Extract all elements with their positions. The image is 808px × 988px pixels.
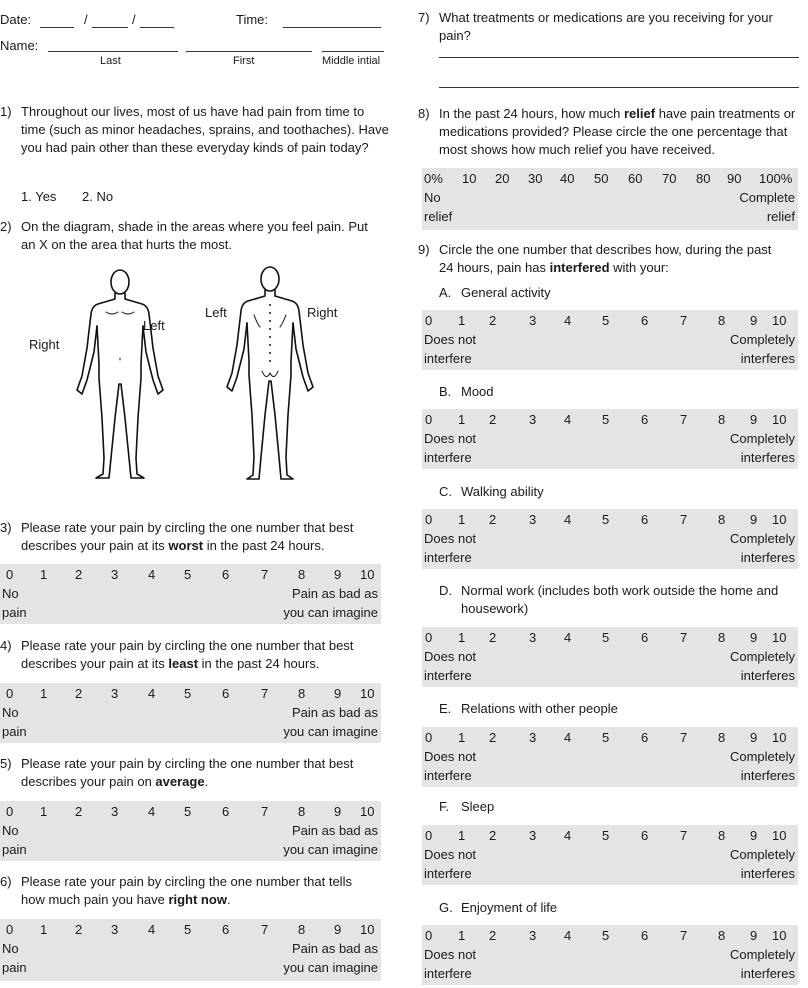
q9-item-b-scale (422, 409, 798, 469)
q7-answer-line-1[interactable] (439, 57, 799, 58)
q9-item-c-option-1[interactable]: 1 (458, 512, 466, 527)
q5-right-label-top: Pain as bad as (291, 823, 378, 838)
q9-item-d-right-label-top: Completely (729, 649, 795, 664)
q9-item-e-option-8[interactable]: 8 (718, 730, 726, 745)
q6-text: Please rate your pain by circling the one number that tells how much pain you have right now. (21, 874, 352, 907)
q8-right-label-bottom: relief (766, 209, 795, 224)
q5-option-6[interactable]: 6 (222, 804, 230, 819)
q6-left-label-top: No (2, 941, 19, 956)
q5-number: 5) (0, 756, 12, 771)
q9-item-b-option-7[interactable]: 7 (680, 412, 688, 427)
date-separator: / (84, 12, 88, 27)
q5-option-8[interactable]: 8 (298, 804, 306, 819)
q9-item-d-option-8[interactable]: 8 (718, 630, 726, 645)
q6-option-6[interactable]: 6 (222, 922, 230, 937)
front-left-label: Left (143, 318, 165, 333)
q9-item-a-label: General activity (461, 285, 551, 300)
date-year-field[interactable] (140, 27, 174, 28)
q9-item-g-option-6[interactable]: 6 (641, 928, 649, 943)
q4-right-label-top: Pain as bad as (291, 705, 378, 720)
q9-item-d-option-1[interactable]: 1 (458, 630, 466, 645)
q8-option-5[interactable]: 50 (594, 171, 609, 186)
q5-option-3[interactable]: 3 (111, 804, 119, 819)
q9-item-c-option-10[interactable]: 10 (772, 512, 787, 527)
q9-item-e-option-0[interactable]: 0 (425, 730, 433, 745)
q9-item-c-option-7[interactable]: 7 (680, 512, 688, 527)
q9-item-e-label: Relations with other people (461, 701, 618, 716)
q8-option-2[interactable]: 20 (495, 171, 510, 186)
q6-option-8[interactable]: 8 (298, 922, 306, 937)
back-right-label: Right (307, 305, 338, 320)
q2-number: 2) (0, 219, 12, 234)
q7-answer-line-2[interactable] (439, 87, 799, 88)
q8-left-label-top: No (424, 190, 441, 205)
q9-item-c-option-0[interactable]: 0 (425, 512, 433, 527)
q9-item-b-option-1[interactable]: 1 (458, 412, 466, 427)
q6-option-0[interactable]: 0 (6, 922, 14, 937)
q6-right-label-top: Pain as bad as (291, 941, 378, 956)
q9-item-e-option-1[interactable]: 1 (458, 730, 466, 745)
q9-item-b-right-label-bottom: interferes (740, 450, 795, 465)
first-name-field[interactable] (186, 51, 312, 52)
q6-option-1[interactable]: 1 (40, 922, 48, 937)
q9-item-a-option-9[interactable]: 9 (750, 313, 758, 328)
q9-item-b-left-label-bottom: interfere (424, 450, 472, 465)
q9-item-e-left-label-top: Does not (424, 749, 477, 764)
q1-option-yes[interactable]: 1. Yes (21, 189, 57, 204)
q2-text: On the diagram, shade in the areas where you feel pain. Put an X on the area that hurts the most. (21, 219, 368, 252)
q4-pain-scale (0, 683, 381, 743)
q9-item-d-letter: D. (439, 583, 452, 598)
q6-option-10[interactable]: 10 (360, 922, 375, 937)
q9-item-a-option-1[interactable]: 1 (458, 313, 466, 328)
name-label: Name: (0, 38, 39, 53)
q3-left-label-bottom: pain (2, 605, 27, 620)
q9-item-g-option-5[interactable]: 5 (602, 928, 610, 943)
q5-option-4[interactable]: 4 (148, 804, 156, 819)
q9-item-e-option-2[interactable]: 2 (489, 730, 497, 745)
q6-option-7[interactable]: 7 (261, 922, 269, 937)
q9-item-f-option-8[interactable]: 8 (718, 828, 726, 843)
q4-option-7[interactable]: 7 (261, 686, 269, 701)
q9-item-e-right-label-top: Completely (729, 749, 795, 764)
q9-item-c-option-3[interactable]: 3 (529, 512, 537, 527)
q9-item-f-option-6[interactable]: 6 (641, 828, 649, 843)
q9-item-e-option-10[interactable]: 10 (772, 730, 787, 745)
q3-text: Please rate your pain by circling the one number that best describes your pain at its worst in the past 24 hours. (21, 520, 354, 553)
q3-option-9[interactable]: 9 (334, 567, 342, 582)
q5-option-7[interactable]: 7 (261, 804, 269, 819)
q9-item-e-letter: E. (439, 701, 452, 716)
q6-number: 6) (0, 874, 12, 889)
q9-item-c-option-9[interactable]: 9 (750, 512, 758, 527)
q9-item-f-option-2[interactable]: 2 (489, 828, 497, 843)
q3-option-6[interactable]: 6 (222, 567, 230, 582)
q8-option-6[interactable]: 60 (628, 171, 643, 186)
q5-pain-scale (0, 801, 381, 861)
q9-item-g-left-label-top: Does not (424, 947, 477, 962)
q9-item-c-label: Walking ability (461, 484, 544, 499)
q9-item-a-option-8[interactable]: 8 (718, 313, 726, 328)
q9-item-d-option-6[interactable]: 6 (641, 630, 649, 645)
last-name-field[interactable] (48, 51, 178, 52)
q8-option-1[interactable]: 10 (462, 171, 477, 186)
q9-item-g-letter: G. (439, 900, 453, 915)
q9-text: Circle the one number that describes how, during the past 24 hours, pain has interfered with your: (439, 242, 772, 275)
q9-item-f-left-label-bottom: interfere (424, 866, 472, 881)
q9-item-g-scale (422, 925, 798, 985)
q9-item-c-letter: C. (439, 484, 452, 499)
q9-item-c-right-label-bottom: interferes (740, 550, 795, 565)
q3-number: 3) (0, 520, 12, 535)
q8-option-0[interactable]: 0% (424, 171, 443, 186)
q9-item-b-option-4[interactable]: 4 (564, 412, 572, 427)
q9-item-f-option-0[interactable]: 0 (425, 828, 433, 843)
q4-number: 4) (0, 638, 12, 653)
q8-right-label-top: Complete (739, 190, 795, 205)
q9-item-b-option-3[interactable]: 3 (529, 412, 537, 427)
q9-item-e-left-label-bottom: interfere (424, 768, 472, 783)
q1-option-no[interactable]: 2. No (82, 189, 114, 204)
q9-item-b-label: Mood (461, 384, 494, 399)
q9-item-d-left-label-bottom: interfere (424, 668, 472, 683)
q9-item-f-option-4[interactable]: 4 (564, 828, 572, 843)
q9-item-c-scale (422, 509, 798, 569)
q6-right-label-bottom: you can imagine (283, 960, 378, 975)
q9-item-g-option-2[interactable]: 2 (489, 928, 497, 943)
q9-item-d-option-4[interactable]: 4 (564, 630, 572, 645)
q8-option-9[interactable]: 90 (727, 171, 742, 186)
q9-item-b-option-0[interactable]: 0 (425, 412, 433, 427)
q9-item-g-option-1[interactable]: 1 (458, 928, 466, 943)
q9-item-a-option-0[interactable]: 0 (425, 313, 433, 328)
q5-left-label-top: No (2, 823, 19, 838)
q5-option-0[interactable]: 0 (6, 804, 14, 819)
q3-option-8[interactable]: 8 (298, 567, 306, 582)
q1-text: Throughout our lives, most of us have had pain from time to time (such as minor headaches, sprains, and toothaches). Have you had pain other than these everyday kinds of pain today? (21, 104, 389, 155)
time-field[interactable] (283, 27, 381, 28)
q9-item-b-option-5[interactable]: 5 (602, 412, 610, 427)
q8-option-3[interactable]: 30 (528, 171, 543, 186)
q3-option-2[interactable]: 2 (75, 567, 83, 582)
q9-item-a-option-2[interactable]: 2 (489, 313, 497, 328)
q9-item-a-option-5[interactable]: 5 (602, 313, 610, 328)
q9-item-f-option-3[interactable]: 3 (529, 828, 537, 843)
q5-option-9[interactable]: 9 (334, 804, 342, 819)
q4-option-8[interactable]: 8 (298, 686, 306, 701)
front-right-label: Right (29, 337, 60, 352)
q9-item-f-scale (422, 825, 798, 885)
q9-item-d-option-5[interactable]: 5 (602, 630, 610, 645)
q8-option-8[interactable]: 80 (696, 171, 711, 186)
q9-item-g-option-10[interactable]: 10 (772, 928, 787, 943)
q4-option-3[interactable]: 3 (111, 686, 119, 701)
q9-item-a-option-7[interactable]: 7 (680, 313, 688, 328)
q9-item-f-option-7[interactable]: 7 (680, 828, 688, 843)
q9-item-b-option-8[interactable]: 8 (718, 412, 726, 427)
q5-left-label-bottom: pain (2, 842, 27, 857)
q9-item-e-option-9[interactable]: 9 (750, 730, 758, 745)
q9-item-a-option-10[interactable]: 10 (772, 313, 787, 328)
q9-item-a-left-label-bottom: interfere (424, 351, 472, 366)
q9-item-f-letter: F. (439, 799, 450, 814)
q5-option-2[interactable]: 2 (75, 804, 83, 819)
q9-item-f-option-1[interactable]: 1 (458, 828, 466, 843)
q8-left-label-bottom: relief (424, 209, 453, 224)
q9-item-d-option-0[interactable]: 0 (425, 630, 433, 645)
q9-item-g-option-4[interactable]: 4 (564, 928, 572, 943)
q9-item-b-option-10[interactable]: 10 (772, 412, 787, 427)
q9-item-c-left-label-top: Does not (424, 531, 477, 546)
q9-item-a-letter: A. (439, 285, 452, 300)
q3-option-7[interactable]: 7 (261, 567, 269, 582)
q9-item-f-right-label-bottom: interferes (740, 866, 795, 881)
q9-item-c-option-6[interactable]: 6 (641, 512, 649, 527)
q9-item-d-label: Normal work (includes both work outside the home and housework) (461, 583, 779, 616)
q9-item-a-scale (422, 310, 798, 370)
q9-item-f-option-10[interactable]: 10 (772, 828, 787, 843)
back-body-diagram[interactable] (220, 265, 320, 490)
q4-right-label-bottom: you can imagine (283, 724, 378, 739)
q9-item-g-label: Enjoyment of life (461, 900, 558, 915)
first-caption: First (233, 55, 255, 67)
q9-item-f-option-9[interactable]: 9 (750, 828, 758, 843)
q9-item-c-right-label-top: Completely (729, 531, 795, 546)
q5-option-5[interactable]: 5 (184, 804, 192, 819)
q3-option-1[interactable]: 1 (40, 567, 48, 582)
q9-item-g-option-9[interactable]: 9 (750, 928, 758, 943)
q4-option-9[interactable]: 9 (334, 686, 342, 701)
middle-initial-field[interactable] (322, 51, 384, 52)
back-left-label: Left (205, 305, 227, 320)
time-label: Time: (236, 12, 269, 27)
last-caption: Last (100, 55, 121, 67)
q9-item-f-right-label-top: Completely (729, 847, 795, 862)
q9-item-g-right-label-top: Completely (729, 947, 795, 962)
q5-text: Please rate your pain by circling the one number that best describes your pain on average. (21, 756, 354, 789)
q8-option-4[interactable]: 40 (560, 171, 575, 186)
q9-item-g-left-label-bottom: interfere (424, 966, 472, 981)
q5-option-10[interactable]: 10 (360, 804, 375, 819)
q9-item-f-option-5[interactable]: 5 (602, 828, 610, 843)
q9-item-c-option-8[interactable]: 8 (718, 512, 726, 527)
q6-option-9[interactable]: 9 (334, 922, 342, 937)
q6-option-4[interactable]: 4 (148, 922, 156, 937)
q4-left-label-bottom: pain (2, 724, 27, 739)
q9-item-c-left-label-bottom: interfere (424, 550, 472, 565)
q9-item-b-left-label-top: Does not (424, 431, 477, 446)
q9-item-b-letter: B. (439, 384, 452, 399)
q3-option-5[interactable]: 5 (184, 567, 192, 582)
q9-item-g-option-8[interactable]: 8 (718, 928, 726, 943)
q9-item-a-right-label-bottom: interferes (740, 351, 795, 366)
q9-item-c-option-2[interactable]: 2 (489, 512, 497, 527)
q9-item-d-scale (422, 627, 798, 687)
q9-item-g-option-3[interactable]: 3 (529, 928, 537, 943)
date-label: Date: (0, 12, 32, 27)
q9-item-b-option-2[interactable]: 2 (489, 412, 497, 427)
q1-number: 1) (0, 104, 12, 119)
q9-item-g-option-0[interactable]: 0 (425, 928, 433, 943)
q9-item-e-option-5[interactable]: 5 (602, 730, 610, 745)
middle-caption: Middle intial (322, 55, 381, 67)
q9-number: 9) (418, 242, 430, 257)
q7-number: 7) (418, 10, 430, 25)
q3-option-4[interactable]: 4 (148, 567, 156, 582)
q9-item-e-scale (422, 727, 798, 787)
q9-item-f-left-label-top: Does not (424, 847, 477, 862)
q9-item-e-option-6[interactable]: 6 (641, 730, 649, 745)
q4-text: Please rate your pain by circling the one number that best describes your pain at its least in the past 24 hours. (21, 638, 354, 671)
q3-right-label-bottom: you can imagine (283, 605, 378, 620)
q4-option-0[interactable]: 0 (6, 686, 14, 701)
q9-item-b-option-6[interactable]: 6 (641, 412, 649, 427)
q9-item-a-option-4[interactable]: 4 (564, 313, 572, 328)
q9-item-d-option-10[interactable]: 10 (772, 630, 787, 645)
q9-item-e-option-4[interactable]: 4 (564, 730, 572, 745)
q3-option-3[interactable]: 3 (111, 567, 119, 582)
q6-option-3[interactable]: 3 (111, 922, 119, 937)
q9-item-b-option-9[interactable]: 9 (750, 412, 758, 427)
q4-left-label-top: No (2, 705, 19, 720)
date-separator: / (132, 12, 136, 27)
front-body-diagram[interactable] (70, 268, 170, 488)
q4-option-5[interactable]: 5 (184, 686, 192, 701)
q5-option-1[interactable]: 1 (40, 804, 48, 819)
q6-pain-scale (0, 919, 381, 981)
q9-item-g-right-label-bottom: interferes (740, 966, 795, 981)
q6-left-label-bottom: pain (2, 960, 27, 975)
q9-item-d-option-7[interactable]: 7 (680, 630, 688, 645)
q9-item-c-option-4[interactable]: 4 (564, 512, 572, 527)
q6-option-5[interactable]: 5 (184, 922, 192, 937)
q8-number: 8) (418, 106, 430, 121)
q9-item-d-option-9[interactable]: 9 (750, 630, 758, 645)
q8-relief-scale (422, 168, 798, 230)
q9-item-e-option-7[interactable]: 7 (680, 730, 688, 745)
q9-item-d-right-label-bottom: interferes (740, 668, 795, 683)
q9-item-a-option-3[interactable]: 3 (529, 313, 537, 328)
q9-item-e-right-label-bottom: interferes (740, 768, 795, 783)
q9-item-e-option-3[interactable]: 3 (529, 730, 537, 745)
q3-pain-scale (0, 564, 381, 624)
q8-option-10[interactable]: 100% (759, 171, 793, 186)
date-day-field[interactable] (92, 27, 128, 28)
q3-right-label-top: Pain as bad as (291, 586, 378, 601)
q9-item-a-option-6[interactable]: 6 (641, 313, 649, 328)
q9-item-a-right-label-top: Completely (729, 332, 795, 347)
q4-option-10[interactable]: 10 (360, 686, 375, 701)
q3-left-label-top: No (2, 586, 19, 601)
q9-item-b-right-label-top: Completely (729, 431, 795, 446)
q4-option-1[interactable]: 1 (40, 686, 48, 701)
date-month-field[interactable] (40, 27, 74, 28)
q9-item-d-left-label-top: Does not (424, 649, 477, 664)
q8-text: In the past 24 hours, how much relief have pain treatments or medications provided? Please circle the one percentage that most shows how much relief you have received. (439, 106, 796, 157)
q5-right-label-bottom: you can imagine (283, 842, 378, 857)
q6-option-2[interactable]: 2 (75, 922, 83, 937)
q8-option-7[interactable]: 70 (662, 171, 677, 186)
q9-item-d-option-2[interactable]: 2 (489, 630, 497, 645)
q9-item-f-label: Sleep (461, 799, 495, 814)
q9-item-a-left-label-top: Does not (424, 332, 477, 347)
q9-item-d-option-3[interactable]: 3 (529, 630, 537, 645)
q7-text: What treatments or medications are you receiving for your pain? (439, 10, 773, 43)
q4-option-4[interactable]: 4 (148, 686, 156, 701)
q4-option-2[interactable]: 2 (75, 686, 83, 701)
q9-item-g-option-7[interactable]: 7 (680, 928, 688, 943)
q3-option-0[interactable]: 0 (6, 567, 14, 582)
q9-item-c-option-5[interactable]: 5 (602, 512, 610, 527)
q4-option-6[interactable]: 6 (222, 686, 230, 701)
q3-option-10[interactable]: 10 (360, 567, 375, 582)
